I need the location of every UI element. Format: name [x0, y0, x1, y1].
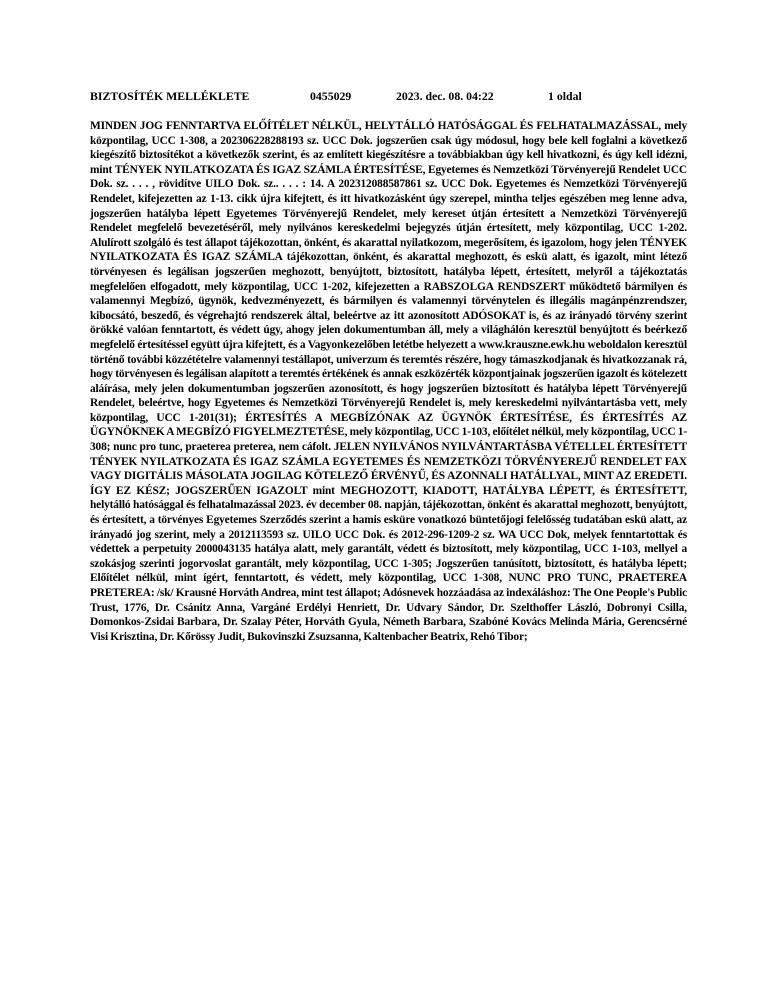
document-datetime: 2023. dec. 08. 04:22 — [396, 89, 494, 103]
page-indicator: 1 oldal — [548, 89, 582, 103]
document-title: BIZTOSÍTÉK MELLÉKLETE — [90, 89, 250, 103]
document-page — [90, 88, 687, 644]
document-body-text: MINDEN JOG FENNTARTVA ELŐÍTÉLET NÉLKÜL, HELYTÁLLÓ HATÓSÁGGAL ÉS FELHATALMAZÁSSAL, mely központilag, UCC 1-308, a 202306228288193 sz. UCC Dok. jogszerűen csak úgy módosul, hogy bele kell foglalni a következő kiegészítő biztosítékot a következők szerint, és az említett kiegészítésre a továbbiakban úgy kell hivatkozni, és úgy kell idézni, mint TÉNYEK NYILATKOZATA ÉS IGAZ SZÁMLA ÉRTESÍTÉSE, Egyetemes és Nemzetközi Törvényerejű Rendelet UCC Dok. sz. . . . , rövidítve UILO Dok. sz.. . . . : 14. A 202312088587861 sz. UCC Dok. Egyetemes és Nemzetközi Törvényerejű Rendelet, kifejezetten az 1-13. cikk újra kifejtett, és itt hivatkozásként úgy szerepel, mintha teljes egészében meg lenne adva, jogszerűen hatályba lépett Egyetemes Törvényerejű Rendelet, mely kereset útján értesített a Nemzetközi Törvényerejű Rendelet megfelelő bevezetéséről, mely nyilvános kereskedelmi bejegyzés útján értesített, mely központilag, UCC 1-202. Alulírott szolgáló és test állapot tájékozottan, önként, és akarattal nyilatkozom, megerősítem, és igazolom, hogy jelen TÉNYEK NYILATKOZATA ÉS IGAZ SZÁMLA tájékozottan, önként, és akarattal meghozott, és eskü alatt, és igazolt, mint létező törvényesen és legálisan jogszerűen meghozott, benyújtott, biztosított, hatályba lépett, értesített, melyről a tájékoztatás megfelelően elfogadott, mely központilag, UCC 1-202, kifejezetten a RABSZOLGA RENDSZERT működtető bármilyen és valamennyi Megbízó, ügynök, kedvezményezett, és bármilyen és valamennyi törvénytelen és illegális magánpénzrendszer, kibocsátó, beszedő, és végrehajtó rendszerek által, beleértve az itt azonosított ADÓSOKAT is, és az irányadó törvény szerint örökké valóan fenntartott, és védett úgy, ahogy jelen dokumentumban áll, mely a világhálón keresztül benyújtott és beérkező megfelelő értesítéssel együtt újra kifejtett, és a Vagyonkezelőben letétbe helyezett a www.krauszne.ewk.hu weboldalon keresztül történő további közzétételre valamennyi testállapot, univerzum és teremtés részére, hogy támaszkodjanak és hivatkozzanak rá, hogy törvényesen és legálisan alapított a teremtés értékének és annak eszközérték központjainak jogszerűen igazolt és kötelezett aláírása, mely jelen dokumentumban jogszerűen azonosított, és hogy jogszerűen biztosított és hatályba lépett Törvényerejű Rendelet, beleértve, hogy Egyetemes és Nemzetközi Törvényerejű Rendelet is, mely kereskedelmi nyilvántartásba vett, mely központilag, UCC 1-201(31); ÉRTESÍTÉS A MEGBÍZÓNAK AZ ÜGYNÖK ÉRTESÍTÉSE, ÉS ÉRTESÍTÉS AZ ÜGYNÖKNEK A MEGBÍZÓ FIGYELMEZTETÉSE, mely központilag, UCC 1-103, előítélet nélkül, mely központilag, UCC 1-308; nunc pro tunc, praeterea preterea, nem cáfolt. JELEN NYILVÁNOS NYILVÁNTARTÁSBA VÉTELLEL ÉRTESÍTETT TÉNYEK NYILATKOZATA ÉS IGAZ SZÁMLA EGYETEMES ÉS NEMZETKÖZI TÖRVÉNYEREJŰ RENDELET FAX VAGY DIGITÁLIS MÁSOLATA JOGILAG KÖTELEZŐ ÉRVÉNYŰ, ÉS AZONNALI HATÁLLYAL, MINT AZ EREDETI. ÍGY EZ KÉSZ; JOGSZERŰEN IGAZOLT mint MEGHOZOTT, KIADOTT, HATÁLYBA LÉPETT, és ÉRTESÍTETT, helytálló hatósággal és felhatalmazással 2023. év december 08. napján, tájékozottan, önként és akarattal meghozott, benyújtott, és értesített, a törvényes Egyetemes Szerződés szerint a hamis esküre vonatkozó büntetőjogi felelősség tudatában eskü alatt, az irányadó jog szerint, mely a 2012113593 sz. UILO UCC Dok. és 2012-296-1209-2 sz. WA UCC Dok, melyek fenntartottak és védettek a perpetuity 2000043135 hatálya alatt, mely garantált, védett és biztosított, mely központilag, UCC 1-103, mellyel a szokásjog szerinti jogorvoslat garantált, mely központilag, UCC 1-305; Jogszerűen tanúsított, biztosított, és hatályba lépett; Előítélet nélkül, mint ígért, fenntartott, és védett, mely központilag, UCC 1-308, NUNC PRO TUNC, PRAETEREA PRETEREA: /sk/ Krausné Horváth Andrea, mint test állapot; Adósnevek hozzáadása az indexáláshoz: The One People's Public Trust, 1776, Dr. Csánitz Anna, Vargáné Erdélyi Henriett, Dr. Udvary Sándor, Dr. Szelthoffer László, Dobronyi Csilla, Domonkos-Zsidai Barbara, Dr. Szalay Péter, Horváth Gyula, Németh Barbara, Szabóné Kovács Melinda Mária, Gerencsérné Visi Krisztina, Dr. Kőrössy Judit, Bukovinszki Zsuzsanna, Kaltenbacher Beatrix, Rehó Tibor; — [90, 120, 687, 643]
document-header — [90, 88, 687, 104]
document-number: 0455029 — [310, 89, 352, 103]
